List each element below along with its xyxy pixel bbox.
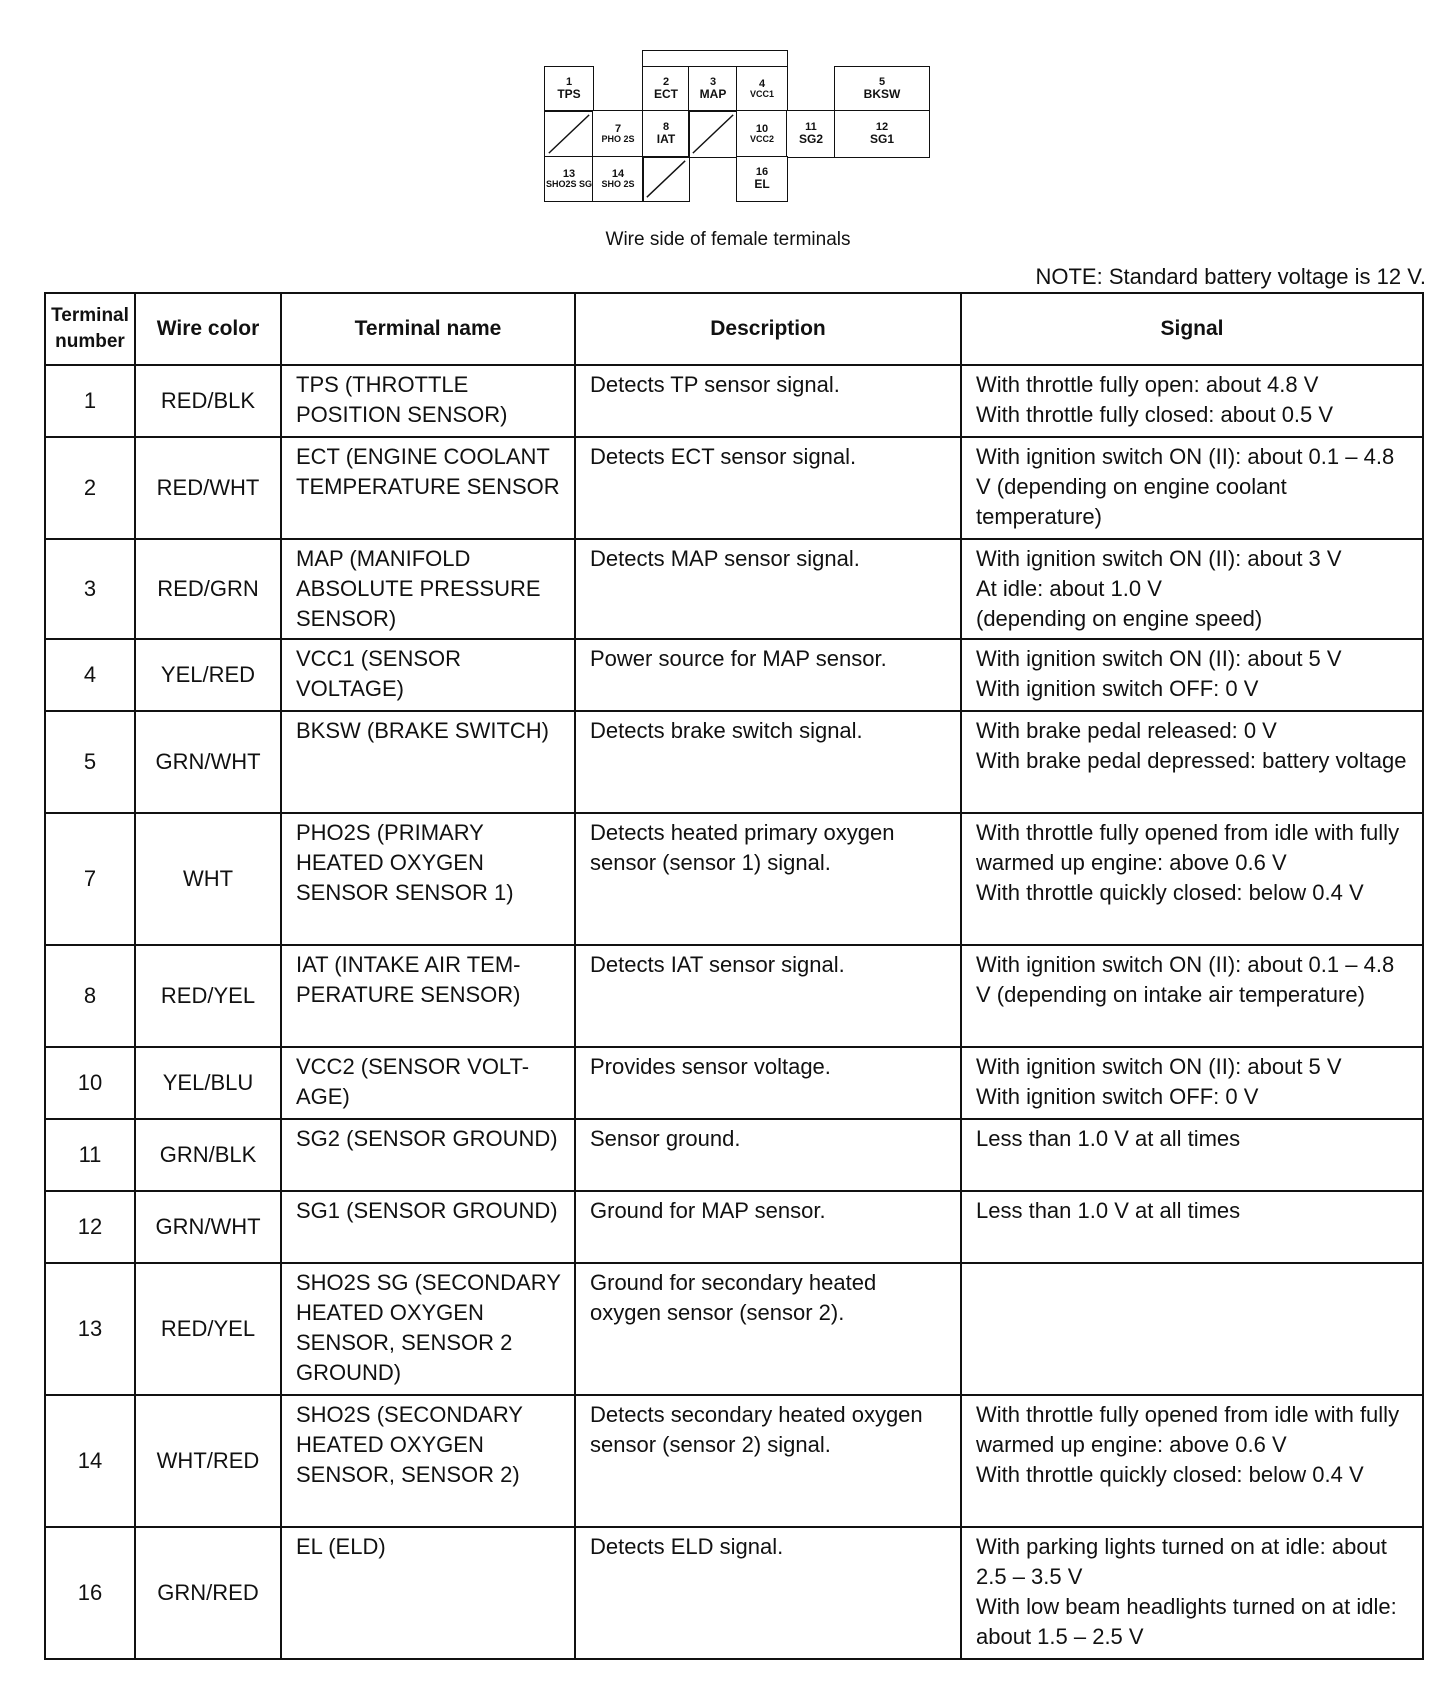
signal-line: With brake pedal released: 0 V bbox=[976, 718, 1277, 743]
terminal-cell-label: SHO 2S bbox=[601, 179, 635, 190]
terminal-cell-label: PHO 2S bbox=[601, 134, 635, 145]
terminal-cell-label: VCC2 bbox=[749, 134, 774, 145]
terminal-name-cell: PHO2S (PRIMARY HEATED OXYGEN SENSOR SENSOR 1) bbox=[281, 813, 575, 945]
blank-terminal-15 bbox=[642, 156, 690, 202]
table-row bbox=[45, 1527, 1423, 1659]
signal-line: With throttle fully closed: about 0.5 V bbox=[976, 402, 1334, 427]
connector-diagram bbox=[540, 50, 940, 210]
description-cell: Detects IAT sensor signal. bbox=[575, 945, 961, 1047]
table-header-row bbox=[45, 293, 1423, 365]
terminal-cell-label: ECT bbox=[654, 87, 678, 102]
table-row bbox=[45, 945, 1423, 1047]
signal-cell: With ignition switch ON (II): about 0.1 – 4.8 V (depending on engine coolant temperature) bbox=[961, 437, 1423, 539]
terminal-cell-label: MAP bbox=[699, 87, 727, 102]
terminal-name-cell: TPS (THROTTLE POSITION SENSOR) bbox=[281, 365, 575, 437]
table-row bbox=[45, 539, 1423, 639]
signal-line: With throttle fully opened from idle with fully warmed up engine: above 0.6 V bbox=[976, 820, 1400, 875]
signal-cell bbox=[961, 1047, 1423, 1119]
terminal-cell-number: 8 bbox=[662, 120, 670, 133]
signal-line: With throttle fully open: about 4.8 V bbox=[976, 372, 1319, 397]
signal-cell: Less than 1.0 V at all times bbox=[961, 1191, 1423, 1263]
terminal-cell-number: 1 bbox=[565, 75, 573, 88]
description-cell: Detects TP sensor signal. bbox=[575, 365, 961, 437]
description-cell: Ground for MAP sensor. bbox=[575, 1191, 961, 1263]
terminal-cell-3 bbox=[688, 66, 738, 112]
signal-line: (depending on engine speed) bbox=[976, 606, 1263, 631]
table-row bbox=[45, 365, 1423, 437]
header-terminal-number-line2: number bbox=[55, 331, 125, 352]
signal-line: With throttle fully opened from idle with fully warmed up engine: above 0.6 V bbox=[976, 1402, 1400, 1457]
description-cell: Provides sensor voltage. bbox=[575, 1047, 961, 1119]
terminal-name-cell: SHO2S SG (SECONDARY HEATED OXYGEN SENSOR, SENSOR 2 GROUND) bbox=[281, 1263, 575, 1395]
signal-line: With ignition switch ON (II): about 5 V bbox=[976, 1054, 1342, 1079]
wire-color-cell: GRN/BLK bbox=[135, 1119, 281, 1191]
terminal-number-cell: 16 bbox=[45, 1527, 135, 1659]
description-cell: Detects ELD signal. bbox=[575, 1527, 961, 1659]
terminal-cell-5 bbox=[834, 66, 930, 112]
signal-line: With ignition switch ON (II): about 3 V bbox=[976, 546, 1342, 571]
terminal-cell-label: BKSW bbox=[863, 87, 901, 102]
signal-cell bbox=[961, 813, 1423, 945]
signal-cell bbox=[961, 1527, 1423, 1659]
description-cell: Detects MAP sensor signal. bbox=[575, 539, 961, 639]
table-row bbox=[45, 711, 1423, 813]
wire-color-cell: YEL/BLU bbox=[135, 1047, 281, 1119]
signal-cell bbox=[961, 711, 1423, 813]
description-cell: Ground for secondary heated oxygen sensor (sensor 2). bbox=[575, 1263, 961, 1395]
wire-color-cell: YEL/RED bbox=[135, 639, 281, 711]
signal-line: With ignition switch OFF: 0 V bbox=[976, 1084, 1259, 1109]
terminal-cell-label: EL bbox=[754, 177, 770, 192]
wire-color-cell: RED/YEL bbox=[135, 945, 281, 1047]
terminal-cell-16 bbox=[736, 156, 788, 202]
signal-line: With throttle quickly closed: below 0.4 V bbox=[976, 1462, 1364, 1487]
table-row bbox=[45, 1263, 1423, 1395]
terminal-cell-number: 14 bbox=[611, 167, 625, 180]
description-cell: Detects brake switch signal. bbox=[575, 711, 961, 813]
terminal-name-cell: SG2 (SENSOR GROUND) bbox=[281, 1119, 575, 1191]
terminal-number-cell: 4 bbox=[45, 639, 135, 711]
wire-color-cell: RED/YEL bbox=[135, 1263, 281, 1395]
terminal-number-cell: 1 bbox=[45, 365, 135, 437]
terminal-name-cell: SG1 (SENSOR GROUND) bbox=[281, 1191, 575, 1263]
terminal-cell-number: 13 bbox=[562, 167, 576, 180]
wire-color-cell: GRN/WHT bbox=[135, 711, 281, 813]
header-signal: Signal bbox=[961, 293, 1423, 365]
terminal-name-cell: BKSW (BRAKE SWITCH) bbox=[281, 711, 575, 813]
terminal-number-cell: 7 bbox=[45, 813, 135, 945]
terminal-cell-number: 12 bbox=[875, 120, 889, 133]
wire-color-cell: WHT/RED bbox=[135, 1395, 281, 1527]
description-cell: Detects secondary heated oxygen sensor (sensor 2) signal. bbox=[575, 1395, 961, 1527]
terminal-cell-11 bbox=[786, 110, 836, 158]
terminal-cell-label: TPS bbox=[557, 87, 581, 102]
terminal-cell-1 bbox=[544, 66, 594, 112]
terminal-cell-2 bbox=[642, 66, 690, 112]
table-row bbox=[45, 639, 1423, 711]
table-row bbox=[45, 437, 1423, 539]
signal-cell bbox=[961, 1395, 1423, 1527]
signal-line: With parking lights turned on at idle: about 2.5 – 3.5 V bbox=[976, 1534, 1387, 1589]
terminal-name-cell: VCC1 (SENSOR VOLTAGE) bbox=[281, 639, 575, 711]
terminal-number-cell: 13 bbox=[45, 1263, 135, 1395]
terminal-number-cell: 3 bbox=[45, 539, 135, 639]
header-terminal-name: Terminal name bbox=[281, 293, 575, 365]
signal-cell bbox=[961, 539, 1423, 639]
description-cell: Detects ECT sensor signal. bbox=[575, 437, 961, 539]
terminal-cell-10 bbox=[736, 110, 788, 158]
terminal-number-cell: 8 bbox=[45, 945, 135, 1047]
signal-line: With low beam headlights turned on at idle: about 1.5 – 2.5 V bbox=[976, 1594, 1397, 1649]
terminal-cell-number: 11 bbox=[805, 120, 817, 133]
terminal-name-cell: ECT (ENGINE COOLANT TEMPERATURE SENSOR bbox=[281, 437, 575, 539]
description-cell: Power source for MAP sensor. bbox=[575, 639, 961, 711]
signal-cell bbox=[961, 1263, 1423, 1395]
terminal-number-cell: 12 bbox=[45, 1191, 135, 1263]
signal-line: With ignition switch OFF: 0 V bbox=[976, 676, 1259, 701]
terminal-cell-13 bbox=[544, 156, 594, 202]
terminal-cell-label: SG2 bbox=[798, 132, 823, 147]
wire-color-cell: GRN/WHT bbox=[135, 1191, 281, 1263]
description-cell: Sensor ground. bbox=[575, 1119, 961, 1191]
terminal-number-cell: 5 bbox=[45, 711, 135, 813]
wire-color-cell: RED/BLK bbox=[135, 365, 281, 437]
table-row bbox=[45, 1119, 1423, 1191]
header-description: Description bbox=[575, 293, 961, 365]
terminal-cell-label: IAT bbox=[656, 132, 676, 147]
table-row bbox=[45, 1047, 1423, 1119]
terminal-cell-number: 3 bbox=[709, 75, 717, 88]
signal-cell bbox=[961, 639, 1423, 711]
signal-cell: Less than 1.0 V at all times bbox=[961, 1119, 1423, 1191]
terminal-cell-number: 2 bbox=[662, 75, 670, 88]
terminal-cell-4 bbox=[736, 66, 788, 112]
signal-cell bbox=[961, 365, 1423, 437]
terminal-cell-number: 4 bbox=[758, 77, 766, 90]
terminal-cell-number: 5 bbox=[878, 75, 886, 88]
connector-caption: Wire side of female terminals bbox=[605, 229, 851, 250]
terminal-cell-number: 16 bbox=[755, 165, 769, 178]
terminal-name-cell: VCC2 (SENSOR VOLT-AGE) bbox=[281, 1047, 575, 1119]
table-row bbox=[45, 813, 1423, 945]
terminal-number-cell: 2 bbox=[45, 437, 135, 539]
terminal-cell-label: SHO2S SG bbox=[545, 179, 592, 190]
signal-line: With ignition switch ON (II): about 5 V bbox=[976, 646, 1342, 671]
blank-terminal-6 bbox=[544, 110, 594, 158]
header-wire-color: Wire color bbox=[135, 293, 281, 365]
terminal-number-cell: 14 bbox=[45, 1395, 135, 1527]
table-row bbox=[45, 1191, 1423, 1263]
terminal-number-cell: 10 bbox=[45, 1047, 135, 1119]
terminal-cell-label: VCC1 bbox=[749, 89, 774, 100]
terminal-name-cell: MAP (MANIFOLD ABSOLUTE PRESSURE SENSOR) bbox=[281, 539, 575, 639]
terminal-cell-14 bbox=[592, 156, 644, 202]
wire-color-cell: GRN/RED bbox=[135, 1527, 281, 1659]
header-terminal-number bbox=[45, 293, 135, 365]
terminal-name-cell: IAT (INTAKE AIR TEM-PERATURE SENSOR) bbox=[281, 945, 575, 1047]
terminal-cell-7 bbox=[592, 110, 644, 158]
description-cell: Detects heated primary oxygen sensor (sensor 1) signal. bbox=[575, 813, 961, 945]
signal-line: At idle: about 1.0 V bbox=[976, 576, 1162, 601]
signal-cell: With ignition switch ON (II): about 0.1 – 4.8 V (depending on intake air temperature) bbox=[961, 945, 1423, 1047]
header-terminal-number-line1: Terminal bbox=[51, 305, 129, 326]
table-body bbox=[45, 365, 1423, 1659]
signal-line: With brake pedal depressed: battery voltage bbox=[976, 748, 1407, 773]
battery-voltage-note: NOTE: Standard battery voltage is 12 V. bbox=[1035, 264, 1426, 289]
terminal-cell-8 bbox=[642, 110, 690, 158]
terminal-cell-12 bbox=[834, 110, 930, 158]
terminal-name-cell: EL (ELD) bbox=[281, 1527, 575, 1659]
terminal-number-cell: 11 bbox=[45, 1119, 135, 1191]
terminal-name-cell: SHO2S (SECONDARY HEATED OXYGEN SENSOR, SENSOR 2) bbox=[281, 1395, 575, 1527]
signal-line: With throttle quickly closed: below 0.4 V bbox=[976, 880, 1364, 905]
blank-terminal-9 bbox=[688, 110, 738, 158]
terminal-cell-number: 10 bbox=[755, 122, 769, 135]
wire-color-cell: RED/WHT bbox=[135, 437, 281, 539]
terminal-table bbox=[44, 292, 1424, 1660]
terminal-cell-label: SG1 bbox=[869, 132, 894, 147]
terminal-cell-number: 7 bbox=[614, 122, 622, 135]
wire-color-cell: RED/GRN bbox=[135, 539, 281, 639]
wire-color-cell: WHT bbox=[135, 813, 281, 945]
table-row bbox=[45, 1395, 1423, 1527]
